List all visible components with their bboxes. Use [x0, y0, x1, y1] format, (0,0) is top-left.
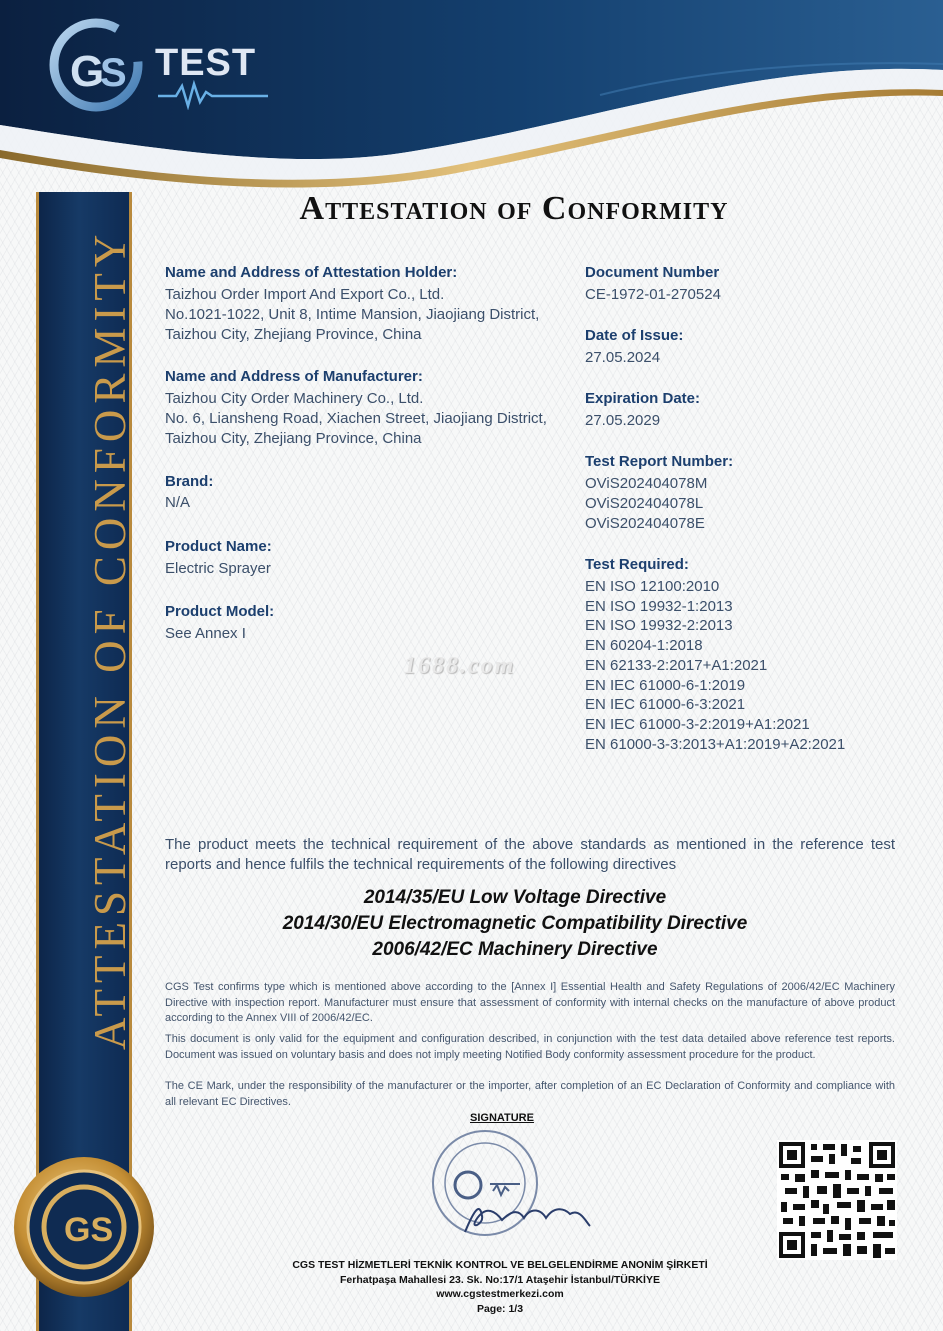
manufacturer-label: Name and Address of Manufacturer:	[165, 368, 423, 385]
manufacturer-line: Taizhou City Order Machinery Co., Ltd.	[165, 390, 424, 407]
date-of-issue-value: 27.05.2024	[585, 349, 661, 366]
svg-text:GS: GS	[64, 1211, 114, 1249]
holder-address	[165, 285, 539, 345]
note-paragraph: This document is only valid for the equipment and configuration described, in conjunction with the test data detailed above reference test reports. Document was issued on voluntary basis and does not imply meeting Notified Body conformity assessment procedure for the product.	[165, 1033, 895, 1061]
standard-item: EN 60204-1:2018	[585, 637, 703, 655]
standard-item: EN ISO 19932-2:2013	[585, 617, 733, 635]
test-report-number: OViS202404078L	[585, 495, 704, 512]
cgs-logo-icon	[48, 10, 148, 120]
sidebar-vertical-title: ATTESTATION OF CONFORMITY	[85, 228, 135, 1050]
product-model-label: Product Model:	[165, 603, 275, 620]
test-report-number: OViS202404078M	[585, 475, 708, 492]
footer-website: www.cgstestmerkezi.com	[436, 1288, 564, 1300]
product-name-value: Electric Sprayer	[165, 560, 271, 577]
test-required-list	[585, 577, 845, 754]
date-of-issue-label: Date of Issue:	[585, 327, 684, 344]
test-required-label: Test Required:	[585, 556, 689, 573]
directive-item: 2014/35/EU Low Voltage Directive	[363, 887, 667, 908]
test-report-number: OViS202404078E	[585, 515, 705, 532]
directive-list	[165, 885, 865, 963]
document-number-value: CE-1972-01-270524	[585, 286, 721, 303]
standard-item: EN ISO 19932-1:2013	[585, 597, 733, 615]
brand-value: N/A	[165, 494, 191, 511]
expiration-date-value: 27.05.2029	[585, 412, 661, 429]
standard-item: EN ISO 12100:2010	[585, 578, 720, 595]
manufacturer-line: No. 6, Liansheng Road, Xiachen Street, Jiaojiang District,	[165, 410, 547, 427]
standard-item: EN 61000-3-3:2013+A1:2019+A2:2021	[585, 735, 846, 753]
document-title: Attestation of Conformity	[299, 190, 729, 227]
standard-item: EN IEC 61000-6-3:2021	[585, 696, 746, 714]
watermark: 1688.com	[404, 653, 516, 679]
holder-line: No.1021-1022, Unit 8, Intime Mansion, Jiaojiang District,	[165, 306, 540, 323]
holder-line: Taizhou City, Zhejiang Province, China	[165, 326, 422, 343]
standard-item: EN IEC 61000-6-1:2019	[585, 676, 746, 694]
logo-text: TEST	[155, 42, 257, 84]
manufacturer-address	[165, 389, 547, 449]
stamp-icon	[430, 1128, 600, 1248]
expiration-date-label: Expiration Date:	[585, 390, 701, 407]
intro-statement: The product meets the technical requirement of the above standards as mentioned in the reference test reports and hence fulfils the technical requirements of the following directives	[165, 836, 895, 873]
footer-company: CGS TEST HİZMETLERİ TEKNİK KONTROL VE BELGELENDİRME ANONİM ŞİRKETİ	[292, 1259, 708, 1271]
gold-seal-icon	[12, 1155, 157, 1300]
document-number-label: Document Number	[585, 264, 720, 281]
note-paragraph: CGS Test confirms type which is mentioned above according to the [Annex I] Essential Health and Safety Regulations of 2006/42/EC Machinery Directive with inspection report. Manufacturer must ensure that assessment of conformity with internal checks on the manufacture of above product according to the Annex VIII of 2006/42/EC.	[165, 981, 895, 1025]
holder-line: Taizhou Order Import And Export Co., Ltd.	[165, 286, 445, 303]
test-report-list	[585, 474, 707, 534]
footer-page: Page: 1/3	[476, 1302, 524, 1315]
signature-label: SIGNATURE	[470, 1112, 534, 1124]
directive-item: 2006/42/EC Machinery Directive	[372, 939, 658, 960]
footer	[250, 1258, 750, 1316]
holder-label: Name and Address of Attestation Holder:	[165, 264, 458, 281]
test-report-label: Test Report Number:	[585, 453, 734, 470]
footer-address: Ferhatpaşa Mahallesi 23. Sk. No:17/1 Ataşehir İstanbul/TÜRKİYE	[340, 1273, 660, 1286]
svg-text:S: S	[100, 51, 127, 95]
svg-text:G: G	[70, 47, 105, 96]
brand-label: Brand:	[165, 473, 214, 490]
product-name-label: Product Name:	[165, 538, 272, 555]
standard-item: EN 62133-2:2017+A1:2021	[585, 656, 768, 674]
note-paragraph: The CE Mark, under the responsibility of the manufacturer or the importer, after completion of an EC Declaration of Conformity and compliance with all relevant EC Directives.	[165, 1080, 895, 1108]
standard-item: EN IEC 61000-3-2:2019+A1:2021	[585, 715, 810, 733]
directive-item: 2014/30/EU Electromagnetic Compatibility Directive	[282, 913, 748, 934]
pulse-icon	[158, 80, 268, 110]
manufacturer-line: Taizhou City, Zhejiang Province, China	[165, 430, 422, 447]
qr-code-icon	[777, 1140, 897, 1260]
product-model-value: See Annex I	[165, 625, 246, 642]
